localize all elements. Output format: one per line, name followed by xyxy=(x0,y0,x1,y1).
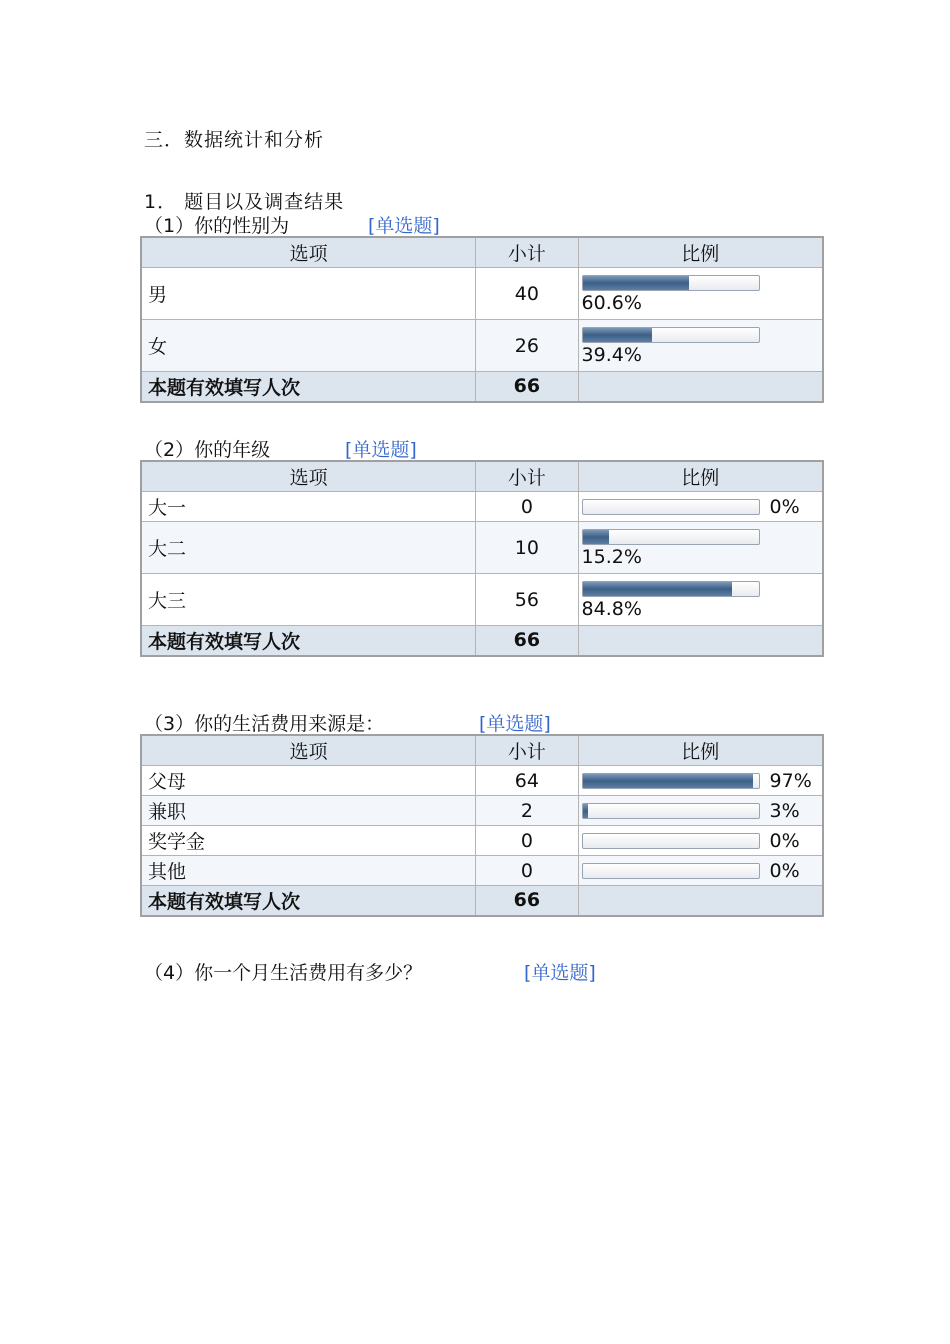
header-count: 小计 xyxy=(476,237,578,268)
question-type-tag[interactable]: [单选题] xyxy=(524,962,596,984)
total-label: 本题有效填写人次 xyxy=(141,372,476,402)
header-option: 选项 xyxy=(141,237,476,268)
option-count: 40 xyxy=(476,268,578,320)
question-type-tag[interactable]: [单选题] xyxy=(368,215,440,237)
ratio-cell xyxy=(578,268,823,320)
percent-bar-fill xyxy=(583,804,588,818)
option-label: 父母 xyxy=(141,766,476,796)
total-row xyxy=(141,372,823,402)
total-count: 66 xyxy=(476,886,578,916)
percent-label: 0% xyxy=(769,859,800,882)
question-title-text: （3）你的生活费用来源是： xyxy=(144,713,385,735)
percent-label: 0% xyxy=(769,495,800,518)
question-1-title xyxy=(144,211,440,238)
total-ratio-empty xyxy=(578,372,823,402)
total-label: 本题有效填写人次 xyxy=(141,626,476,656)
table-row xyxy=(141,574,823,626)
question-2-table xyxy=(140,460,824,657)
option-count: 10 xyxy=(476,522,578,574)
total-ratio-empty xyxy=(578,626,823,656)
header-option: 选项 xyxy=(141,461,476,492)
percent-bar-fill xyxy=(583,774,754,788)
percent-bar xyxy=(582,275,760,291)
percent-bar xyxy=(582,327,760,343)
question-type-tag[interactable]: [单选题] xyxy=(345,439,417,461)
ratio-cell xyxy=(578,574,823,626)
percent-bar xyxy=(582,773,760,789)
question-2-title xyxy=(144,435,417,462)
table-row xyxy=(141,522,823,574)
section-title: 三．数据统计和分析 xyxy=(144,129,325,151)
option-label: 其他 xyxy=(141,856,476,886)
percent-bar-fill xyxy=(583,328,652,342)
percent-bar xyxy=(582,499,760,515)
subsection-title: 1． 题目以及调查结果 xyxy=(144,191,345,213)
question-1-table xyxy=(140,236,824,403)
option-count: 0 xyxy=(476,826,578,856)
question-title-text: （1）你的性别为 xyxy=(144,215,290,237)
ratio-cell xyxy=(578,522,823,574)
total-label: 本题有效填写人次 xyxy=(141,886,476,916)
percent-bar xyxy=(582,581,760,597)
percent-bar-fill xyxy=(583,582,732,596)
percent-label: 39.4% xyxy=(581,344,642,366)
header-ratio: 比例 xyxy=(578,237,823,268)
table-row xyxy=(141,766,823,796)
table-row xyxy=(141,492,823,522)
ratio-cell xyxy=(578,766,823,796)
header-count: 小计 xyxy=(476,461,578,492)
ratio-cell xyxy=(578,320,823,372)
question-3-table xyxy=(140,734,824,917)
percent-label: 0% xyxy=(769,829,800,852)
option-label: 男 xyxy=(141,268,476,320)
percent-bar xyxy=(582,863,760,879)
option-count: 0 xyxy=(476,856,578,886)
question-4-title xyxy=(144,958,596,985)
percent-bar-fill xyxy=(583,530,610,544)
header-count: 小计 xyxy=(476,735,578,766)
table-row xyxy=(141,856,823,886)
option-count: 64 xyxy=(476,766,578,796)
total-count: 66 xyxy=(476,372,578,402)
table-row xyxy=(141,796,823,826)
header-ratio: 比例 xyxy=(578,461,823,492)
option-label: 女 xyxy=(141,320,476,372)
percent-bar-fill xyxy=(583,276,690,290)
percent-label: 15.2% xyxy=(581,546,642,568)
total-ratio-empty xyxy=(578,886,823,916)
option-count: 0 xyxy=(476,492,578,522)
option-count: 56 xyxy=(476,574,578,626)
question-title-text: （4）你一个月生活费用有多少？ xyxy=(144,962,423,984)
ratio-cell xyxy=(578,492,823,522)
option-label: 大一 xyxy=(141,492,476,522)
percent-label: 84.8% xyxy=(581,598,642,620)
percent-label: 97% xyxy=(769,769,812,792)
header-option: 选项 xyxy=(141,735,476,766)
option-label: 奖学金 xyxy=(141,826,476,856)
total-row xyxy=(141,626,823,656)
table-row xyxy=(141,826,823,856)
option-label: 兼职 xyxy=(141,796,476,826)
percent-label: 3% xyxy=(769,799,800,822)
option-count: 26 xyxy=(476,320,578,372)
option-label: 大三 xyxy=(141,574,476,626)
option-count: 2 xyxy=(476,796,578,826)
question-type-tag[interactable]: [单选题] xyxy=(479,713,551,735)
total-row xyxy=(141,886,823,916)
percent-bar xyxy=(582,833,760,849)
option-label: 大二 xyxy=(141,522,476,574)
question-3-title xyxy=(144,709,551,736)
question-title-text: （2）你的年级 xyxy=(144,439,271,461)
percent-bar xyxy=(582,803,760,819)
percent-label: 60.6% xyxy=(581,292,642,314)
table-row xyxy=(141,320,823,372)
percent-bar xyxy=(582,529,760,545)
total-count: 66 xyxy=(476,626,578,656)
ratio-cell xyxy=(578,856,823,886)
ratio-cell xyxy=(578,826,823,856)
header-ratio: 比例 xyxy=(578,735,823,766)
table-row xyxy=(141,268,823,320)
ratio-cell xyxy=(578,796,823,826)
